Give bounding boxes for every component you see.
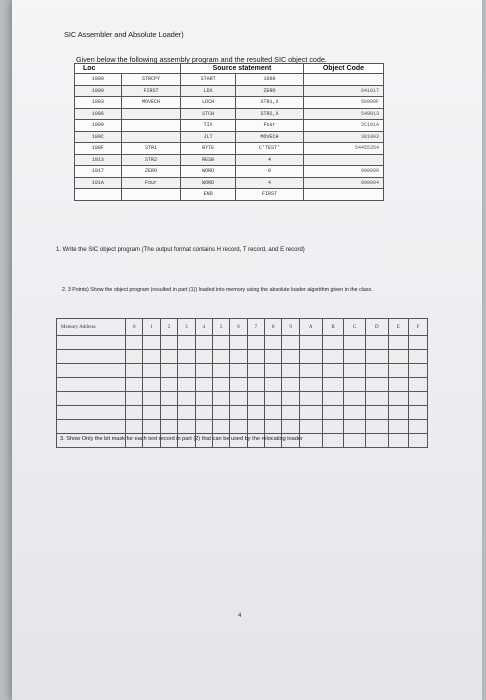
memory-cell — [57, 364, 126, 378]
memory-cell — [299, 336, 322, 350]
memory-cell — [388, 434, 408, 448]
memory-cell — [388, 378, 408, 392]
label-cell: ZERO — [121, 166, 180, 178]
memory-cell — [282, 336, 299, 350]
memory-cell — [247, 364, 264, 378]
memory-column-header: 6 — [230, 319, 247, 336]
memory-row — [57, 406, 428, 420]
object-code-cell — [303, 154, 383, 166]
memory-cell — [160, 420, 177, 434]
table-row — [75, 74, 384, 86]
memory-cell — [126, 336, 143, 350]
label-cell: STR1 — [121, 143, 180, 155]
memory-cell — [230, 336, 247, 350]
memory-column-header: 0 — [126, 319, 143, 336]
memory-cell — [143, 378, 160, 392]
memory-cell — [388, 350, 408, 364]
table-row — [75, 177, 384, 189]
memory-cell — [212, 392, 229, 406]
object-code-cell: 549013 — [303, 108, 383, 120]
header-source: Source statement — [181, 64, 304, 74]
opcode-cell: LDCH — [181, 97, 236, 109]
loc-cell: 1006 — [75, 108, 122, 120]
memory-cell — [212, 378, 229, 392]
opcode-cell: WORD — [181, 177, 236, 189]
operand-cell: 4 — [236, 177, 304, 189]
memory-cell — [230, 378, 247, 392]
memory-column-header: D — [365, 319, 388, 336]
label-cell — [121, 189, 180, 201]
memory-cell — [195, 378, 212, 392]
question-3: 3. Show Only the bit mask for each text record in part (2) that can be used by the relocating loader — [60, 436, 303, 442]
table-row — [75, 154, 384, 166]
memory-cell — [282, 350, 299, 364]
memory-cell — [143, 336, 160, 350]
table-row — [75, 108, 384, 120]
memory-cell — [322, 434, 344, 448]
memory-cell — [388, 392, 408, 406]
memory-cell — [160, 336, 177, 350]
memory-cell — [265, 364, 282, 378]
opcode-cell: WORD — [181, 166, 236, 178]
memory-cell — [409, 336, 428, 350]
loc-cell: 1013 — [75, 154, 122, 166]
label-cell: STR2 — [121, 154, 180, 166]
label-cell: MOVECH — [121, 97, 180, 109]
label-cell: STRCPY — [121, 74, 180, 86]
memory-column-header: 9 — [282, 319, 299, 336]
label-cell — [121, 131, 180, 143]
memory-cell — [265, 392, 282, 406]
memory-cell — [143, 350, 160, 364]
memory-cell — [365, 406, 388, 420]
table-row — [75, 131, 384, 143]
memory-column-header: C — [344, 319, 366, 336]
object-code-cell: 381003 — [303, 131, 383, 143]
memory-cell — [143, 364, 160, 378]
memory-column-header: E — [388, 319, 408, 336]
opcode-cell: STCH — [181, 108, 236, 120]
operand-cell: Four — [236, 120, 304, 132]
memory-cell — [160, 350, 177, 364]
memory-cell — [322, 336, 344, 350]
memory-cell — [322, 378, 344, 392]
label-cell: FIRST — [121, 85, 180, 97]
memory-cell — [409, 420, 428, 434]
table-row — [75, 120, 384, 132]
memory-column-header: F — [409, 319, 428, 336]
memory-cell — [265, 350, 282, 364]
memory-cell — [230, 350, 247, 364]
memory-cell — [322, 392, 344, 406]
memory-cell — [322, 406, 344, 420]
question-1: 1. Write the SIC object program (The output format contains H record, T record, and E record) — [56, 247, 305, 253]
opcode-cell: START — [181, 74, 236, 86]
memory-row — [57, 350, 428, 364]
memory-cell — [388, 336, 408, 350]
header-loc: Loc — [75, 64, 181, 74]
memory-cell — [247, 378, 264, 392]
question-2: 2. 3 Points) Show the object program (resulted in part (1)) loaded into memory using the absolute loader algorithm given in the class. — [62, 287, 373, 293]
memory-cell — [299, 378, 322, 392]
table-row — [75, 97, 384, 109]
memory-cell — [230, 392, 247, 406]
memory-table — [56, 318, 428, 448]
memory-cell — [195, 406, 212, 420]
memory-header-row — [57, 319, 428, 336]
operand-cell: 0 — [236, 166, 304, 178]
memory-cell — [230, 406, 247, 420]
loc-cell — [75, 189, 122, 201]
memory-cell — [344, 364, 366, 378]
memory-cell — [365, 392, 388, 406]
memory-cell — [195, 392, 212, 406]
loc-cell: 101A — [75, 177, 122, 189]
memory-cell — [143, 392, 160, 406]
memory-cell — [365, 434, 388, 448]
memory-cell — [195, 420, 212, 434]
memory-cell — [160, 378, 177, 392]
memory-cell — [299, 364, 322, 378]
object-code-cell: 000000 — [303, 166, 383, 178]
memory-cell — [344, 420, 366, 434]
memory-cell — [230, 364, 247, 378]
operand-cell: ZERO — [236, 85, 304, 97]
operand-cell: 4 — [236, 154, 304, 166]
object-code-cell: 041017 — [303, 85, 383, 97]
memory-cell — [344, 434, 366, 448]
memory-cell — [178, 420, 195, 434]
memory-cell — [178, 350, 195, 364]
memory-cell — [57, 336, 126, 350]
memory-cell — [178, 392, 195, 406]
object-code-cell — [303, 74, 383, 86]
memory-cell — [247, 420, 264, 434]
memory-cell — [409, 392, 428, 406]
memory-cell — [344, 392, 366, 406]
memory-cell — [365, 336, 388, 350]
memory-cell — [160, 392, 177, 406]
memory-cell — [212, 350, 229, 364]
memory-cell — [344, 350, 366, 364]
memory-cell — [126, 392, 143, 406]
memory-cell — [178, 336, 195, 350]
memory-cell — [212, 364, 229, 378]
memory-cell — [126, 406, 143, 420]
operand-cell: 1000 — [236, 74, 304, 86]
header-object: Object Code — [303, 64, 383, 74]
memory-cell — [388, 420, 408, 434]
memory-cell — [247, 336, 264, 350]
loc-cell: 100F — [75, 143, 122, 155]
memory-cell — [247, 392, 264, 406]
memory-row — [57, 392, 428, 406]
memory-cell — [282, 420, 299, 434]
memory-column-header: B — [322, 319, 344, 336]
memory-cell — [265, 406, 282, 420]
memory-cell — [57, 392, 126, 406]
memory-cell — [299, 406, 322, 420]
table-row — [75, 85, 384, 97]
memory-cell — [282, 364, 299, 378]
loc-cell: 1009 — [75, 120, 122, 132]
memory-cell — [57, 350, 126, 364]
memory-column-header: 7 — [247, 319, 264, 336]
table-row — [75, 189, 384, 201]
memory-row — [57, 420, 428, 434]
memory-cell — [160, 406, 177, 420]
opcode-cell: LDX — [181, 85, 236, 97]
memory-row — [57, 336, 428, 350]
loc-cell: 100C — [75, 131, 122, 143]
memory-column-header: 4 — [195, 319, 212, 336]
memory-cell — [178, 378, 195, 392]
loc-cell: 1003 — [75, 97, 122, 109]
memory-cell — [365, 350, 388, 364]
memory-cell — [322, 364, 344, 378]
object-code-cell — [303, 189, 383, 201]
object-code-cell: 000004 — [303, 177, 383, 189]
memory-cell — [265, 336, 282, 350]
memory-cell — [365, 378, 388, 392]
memory-cell — [409, 350, 428, 364]
memory-cell — [212, 420, 229, 434]
memory-cell — [282, 392, 299, 406]
memory-row — [57, 378, 428, 392]
memory-cell — [409, 364, 428, 378]
memory-row — [57, 364, 428, 378]
memory-cell — [57, 420, 126, 434]
memory-cell — [409, 434, 428, 448]
opcode-cell: END — [181, 189, 236, 201]
operand-cell: STR1,X — [236, 97, 304, 109]
label-cell — [121, 108, 180, 120]
intro-text: Given below the following assembly program and the resulted SIC object code. — [76, 55, 327, 64]
memory-cell — [195, 336, 212, 350]
memory-cell — [212, 336, 229, 350]
label-cell: Four — [121, 177, 180, 189]
memory-column-header: 5 — [212, 319, 229, 336]
table-row — [75, 143, 384, 155]
memory-cell — [57, 378, 126, 392]
memory-cell — [126, 378, 143, 392]
opcode-cell: JLT — [181, 131, 236, 143]
memory-cell — [365, 364, 388, 378]
operand-cell: STR2,X — [236, 108, 304, 120]
page-number: 4 — [238, 613, 242, 619]
opcode-cell: RESB — [181, 154, 236, 166]
memory-column-header: 2 — [160, 319, 177, 336]
memory-cell — [230, 420, 247, 434]
memory-cell — [212, 406, 229, 420]
loc-cell: 1000 — [75, 85, 122, 97]
opcode-cell: BYTE — [181, 143, 236, 155]
memory-cell — [344, 378, 366, 392]
memory-address-label: Memory Address — [57, 319, 126, 336]
memory-cell — [247, 406, 264, 420]
memory-cell — [282, 378, 299, 392]
memory-cell — [265, 420, 282, 434]
label-cell — [121, 120, 180, 132]
memory-cell — [299, 392, 322, 406]
memory-cell — [126, 364, 143, 378]
table-row — [75, 166, 384, 178]
opcode-cell: TIX — [181, 120, 236, 132]
memory-cell — [322, 420, 344, 434]
memory-cell — [247, 350, 264, 364]
memory-cell — [388, 406, 408, 420]
assembly-table — [74, 63, 384, 201]
memory-cell — [265, 378, 282, 392]
memory-column-header: 8 — [265, 319, 282, 336]
assembly-table-header — [75, 64, 384, 74]
memory-cell — [344, 406, 366, 420]
memory-column-header: A — [299, 319, 322, 336]
object-code-cell: 50900F — [303, 97, 383, 109]
memory-cell — [365, 420, 388, 434]
memory-cell — [195, 364, 212, 378]
page-header: SIC Assembler and Absolute Loader) — [64, 30, 184, 39]
memory-cell — [299, 420, 322, 434]
memory-cell — [282, 406, 299, 420]
memory-cell — [409, 406, 428, 420]
object-code-cell: 2C101A — [303, 120, 383, 132]
object-code-cell: 54455354 — [303, 143, 383, 155]
memory-cell — [178, 364, 195, 378]
memory-cell — [160, 364, 177, 378]
operand-cell: MOVECH — [236, 131, 304, 143]
memory-column-header: 1 — [143, 319, 160, 336]
memory-cell — [299, 350, 322, 364]
loc-cell: 1017 — [75, 166, 122, 178]
memory-cell — [195, 350, 212, 364]
memory-cell — [388, 364, 408, 378]
memory-column-header: 3 — [178, 319, 195, 336]
operand-cell: C'TEST' — [236, 143, 304, 155]
operand-cell: FIRST — [236, 189, 304, 201]
loc-cell: 1000 — [75, 74, 122, 86]
memory-cell — [143, 420, 160, 434]
memory-cell — [178, 406, 195, 420]
memory-cell — [126, 420, 143, 434]
memory-cell — [143, 406, 160, 420]
memory-cell — [344, 336, 366, 350]
memory-cell — [409, 378, 428, 392]
memory-cell — [57, 406, 126, 420]
memory-cell — [322, 350, 344, 364]
memory-cell — [126, 350, 143, 364]
